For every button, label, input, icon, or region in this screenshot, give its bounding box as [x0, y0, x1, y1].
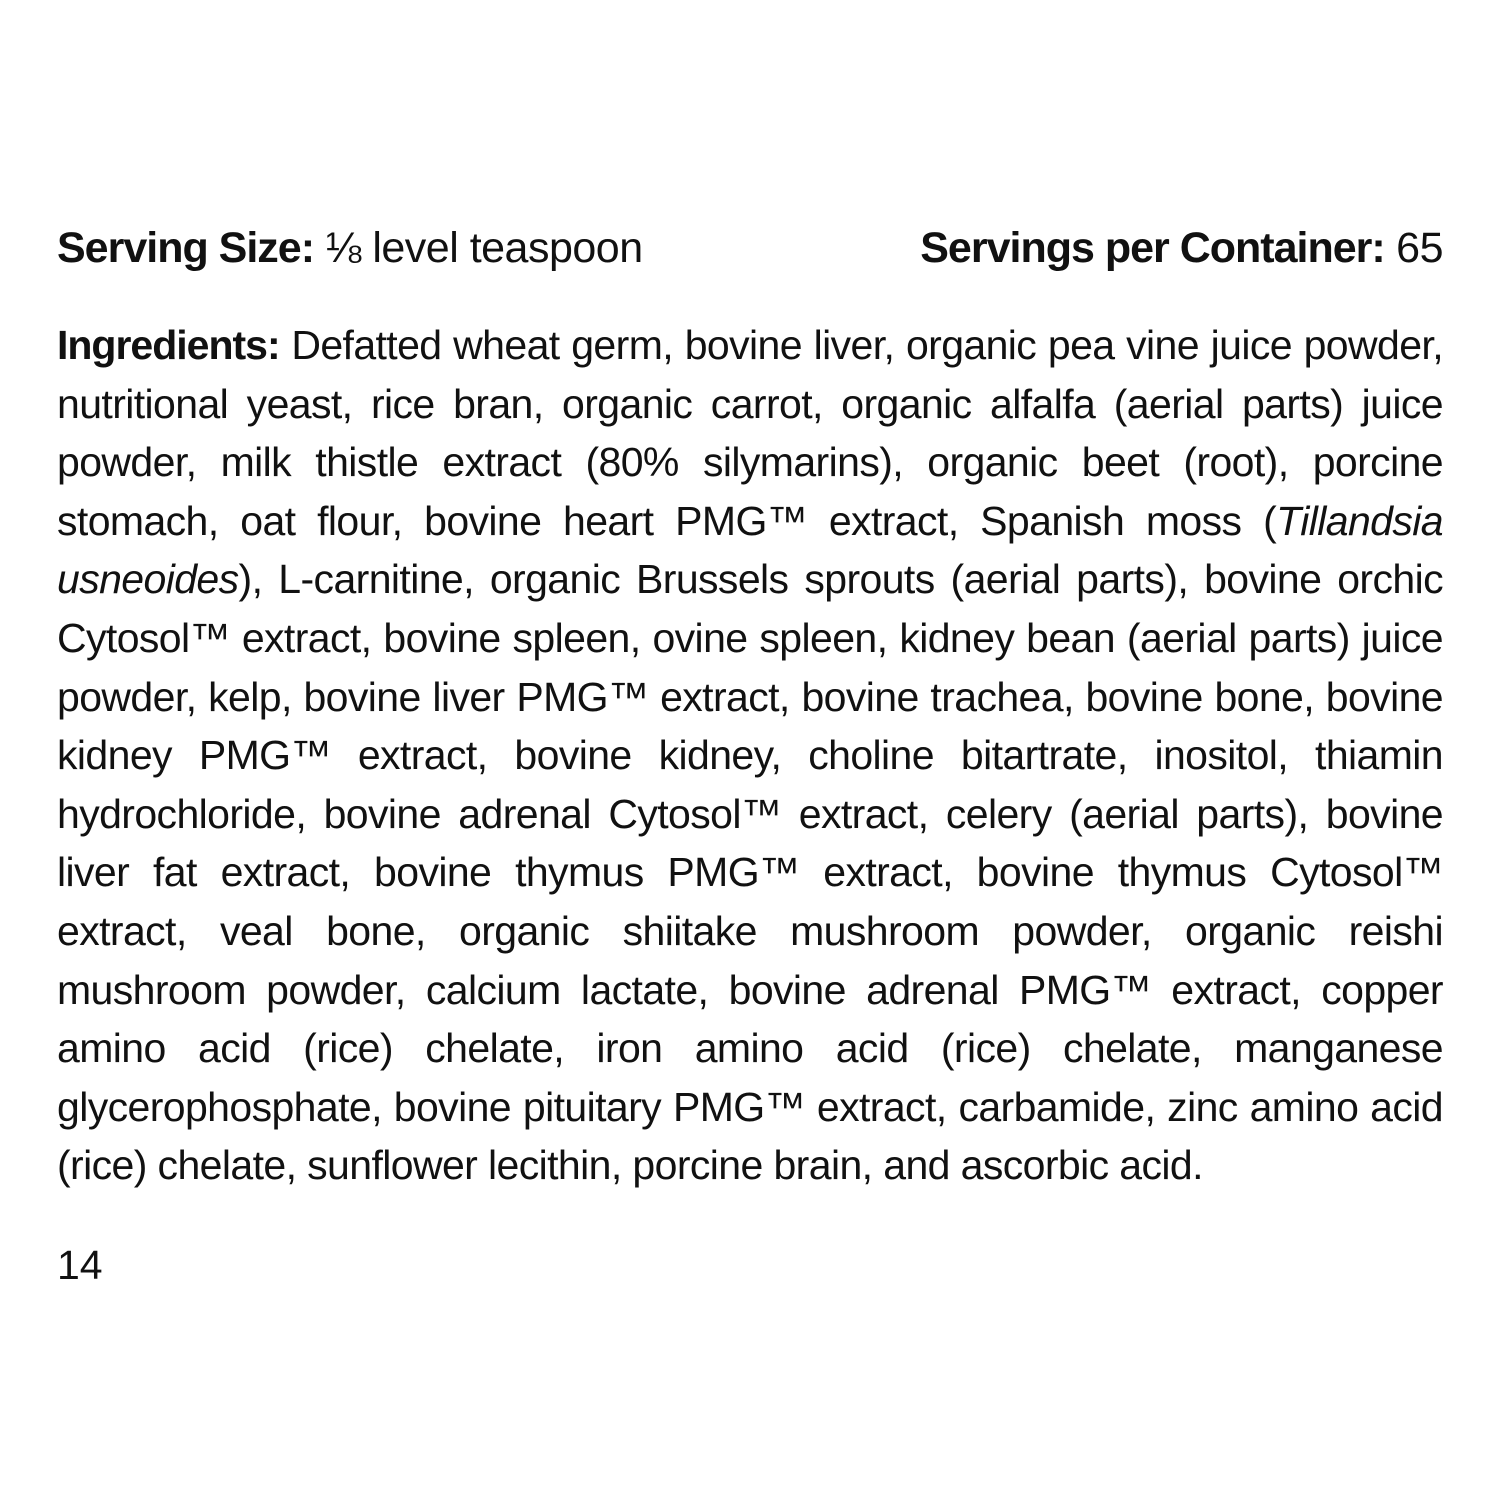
serving-size-label: Serving Size: [57, 224, 315, 272]
servings-per-container [920, 218, 1443, 278]
serving-size-value: level teaspoon [372, 224, 643, 272]
ingredients-text-part2: ), L-carnitine, organic Brussels sprouts (aerial parts), bovine orchic Cytosol™ extract, bovine spleen, ovine spleen, kidney bean (aerial parts) juice powder, kelp, bovine liver PMG™ extract, bovine trachea, bovine bone, bovine kidney PMG™ extract, bovine kidney, choline bitartrate, inositol, thiamin hydrochloride, bovine adrenal Cytosol™ extract, celery (aerial parts), bovine liver fat extract, bovine thymus PMG™ extract, bovine thymus Cytosol™ extract, veal bone, organic shiitake mushroom powder, organic reishi mushroom powder, calcium lactate, bovine adrenal PMG™ extract, copper amino acid (rice) chelate, iron amino acid (rice) chelate, manganese glycerophosphate, bovine pituitary PMG™ extract, carbamide, zinc amino acid (rice) chelate, sunflower lecithin, porcine brain, and ascorbic acid. [57, 556, 1443, 1189]
page-number: 14 [57, 1242, 103, 1288]
serving-size-fraction: ⅛ [325, 224, 361, 272]
servings-per-container-label: Servings per Container: [920, 224, 1385, 272]
serving-info-row [57, 218, 1443, 278]
ingredients-species-name: Tillandsia usneoides [57, 497, 1443, 603]
ingredients-paragraph [57, 316, 1443, 1195]
supplement-label-panel [57, 218, 1443, 1195]
ingredients-text-part1: Defatted wheat germ, bovine liver, organic pea vine juice powder, nutritional yeast, rice bran, organic carrot, organic alfalfa (aerial parts) juice powder, milk thistle extract (80% silymarins), organic beet (root), porcine stomach, oat flour, bovine heart PMG™ extract, Spanish moss ( [57, 322, 1443, 544]
serving-size [57, 218, 643, 278]
servings-per-container-value: 65 [1396, 224, 1443, 272]
ingredients-label: Ingredients: [57, 322, 280, 368]
